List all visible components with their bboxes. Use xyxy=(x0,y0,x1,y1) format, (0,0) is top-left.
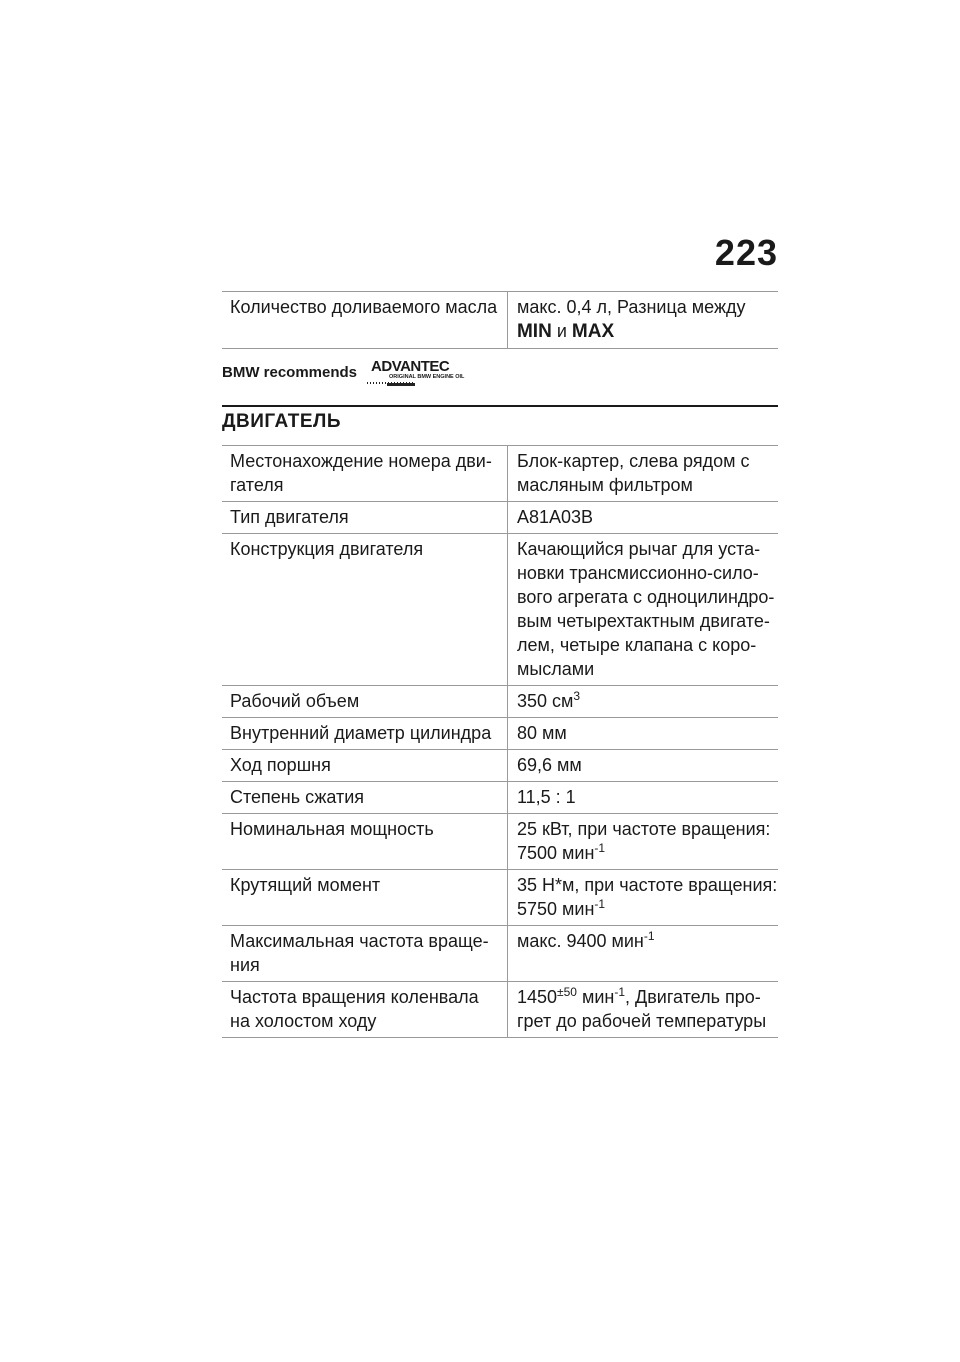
table-row xyxy=(222,291,778,349)
table-row xyxy=(222,718,778,750)
table-row xyxy=(222,502,778,534)
oil-and-text: и xyxy=(556,321,567,341)
table-row xyxy=(222,446,778,502)
spec-value xyxy=(508,870,778,925)
spec-label: Рабочий объем xyxy=(222,686,508,717)
spec-label: Частота вращения коленвала на холостом ходу xyxy=(222,982,508,1037)
advantec-logo-brand: ADVANTEC xyxy=(371,358,450,375)
advantec-logo xyxy=(367,356,467,388)
spec-label: Конструкция двигателя xyxy=(222,534,508,685)
spec-label: Крутящий момент xyxy=(222,870,508,925)
spec-value xyxy=(508,814,778,869)
spec-value: Блок-картер, слева рядом с масляным фильтром xyxy=(516,451,750,495)
spec-value-text: 25 кВт, при частоте вращения: 7500 мин xyxy=(516,819,771,863)
spec-value: 80 мм xyxy=(516,723,567,743)
engine-specs-table xyxy=(222,445,778,1038)
spec-label: Степень сжатия xyxy=(222,782,508,813)
page-number: 223 xyxy=(714,232,778,273)
oil-max-mark: MAX xyxy=(571,321,615,342)
spec-value-sup: -1 xyxy=(614,985,626,999)
table-row xyxy=(222,782,778,814)
spec-value xyxy=(508,686,778,717)
table-row xyxy=(222,686,778,718)
oil-min-mark: MIN xyxy=(516,321,552,342)
bmw-recommends-text: BMW recommends xyxy=(222,363,358,381)
spec-value-sup: -1 xyxy=(594,897,606,911)
spec-label: Максимальная частота враще-ния xyxy=(222,926,508,981)
page-content xyxy=(222,291,778,1038)
spec-label: Местонахождение номера дви-гателя xyxy=(222,446,508,501)
spec-value-sup: 3 xyxy=(573,689,581,703)
table-row xyxy=(222,750,778,782)
spec-label: Номинальная мощность xyxy=(222,814,508,869)
spec-value: Качающийся рычаг для уста-новки трансмиссионно-сило-вого агрегата с одноцилиндро-вым четырехтактным двигате-лем, четыре клапана с коро-мыслами xyxy=(516,539,775,679)
spec-value-text: 350 см xyxy=(516,691,574,711)
table-row xyxy=(222,926,778,982)
spec-value xyxy=(508,982,778,1037)
spec-value-sup: ±50 xyxy=(557,985,577,999)
spec-value-text: мин xyxy=(576,987,615,1007)
advantec-logo-bar xyxy=(387,383,415,386)
spec-value-text: , Двигатель про-грет до рабочей температуры xyxy=(516,987,767,1031)
spec-value-text: 35 Н*м, при частоте вращения: 5750 мин xyxy=(516,875,778,919)
spec-label: Тип двигателя xyxy=(222,502,508,533)
table-row xyxy=(222,982,778,1038)
table-row xyxy=(222,534,778,686)
advantec-logo-subtitle: ORIGINAL BMW ENGINE OIL xyxy=(389,374,465,380)
spec-value xyxy=(508,926,778,981)
spec-label: Ход поршня xyxy=(222,750,508,781)
spec-value-sup: -1 xyxy=(594,841,606,855)
spec-value: 11,5 : 1 xyxy=(516,787,576,807)
oil-quantity-value xyxy=(508,292,778,348)
table-row xyxy=(222,870,778,926)
spec-value: A81A03B xyxy=(516,507,594,527)
spec-value-sup: -1 xyxy=(643,929,655,943)
spec-value: 69,6 мм xyxy=(516,755,582,775)
spec-value-text: макс. 9400 мин xyxy=(516,931,644,951)
oil-quantity-label: Количество доливаемого масла xyxy=(222,292,508,348)
bmw-recommends xyxy=(222,349,778,395)
table-row xyxy=(222,814,778,870)
spec-value-text: 1450 xyxy=(516,987,558,1007)
spec-label: Внутренний диаметр цилиндра xyxy=(222,718,508,749)
section-title: ДВИГАТЕЛЬ xyxy=(222,411,342,432)
oil-quantity-text: макс. 0,4 л, Разница между xyxy=(516,297,746,317)
